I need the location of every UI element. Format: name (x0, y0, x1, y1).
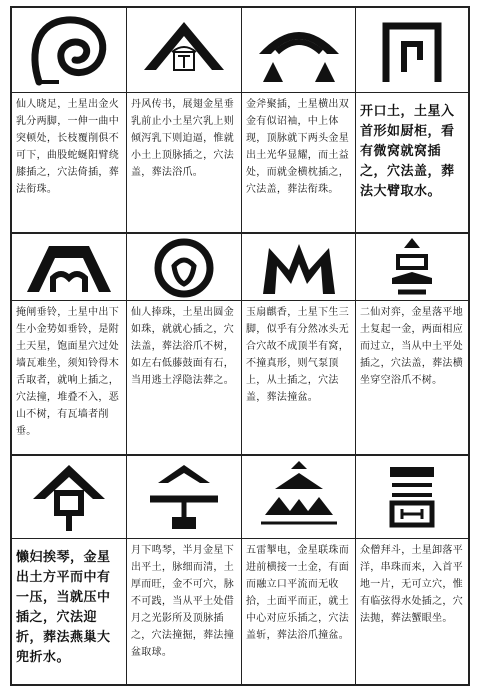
text-cell: 丹风传书，展翅金星垂乳前止小土星穴乳上则倾泻乳下则迫逼，惟就小土上顶脉插之，穴法盖，葬法浴爪。 (131, 99, 234, 178)
text-cell: 玉扇麒香，土星下生三脚，似乎有分然冰头无合穴故不成顶半有窝，不撞真形，则气泵顶上，从土插之，穴法盖，葬法撞盆。 (246, 307, 349, 403)
peak-with-stem-icon (127, 456, 241, 538)
text-cell: 开口土，土星入首形如厨柜，看有微窝就窝插之，穴法盖，葬法大臂取水。 (360, 104, 455, 199)
row-divider (12, 92, 468, 93)
text-cell: 懒妇挨琴，金星出土方平而中有一压，当就压中插之，穴法迎折，葬法燕巢大兜折水。 (16, 550, 111, 665)
heart-orb-icon (127, 234, 241, 300)
ridge-with-sockets-icon (12, 234, 126, 300)
text-cell: 仙人捧珠，土星出圆金如珠，就就心插之，穴法盖，葬法浴爪不树，如左右低藤鼓面有石，当用逃土浮隐法葬之。 (131, 307, 234, 386)
text-cell: 众僧拜斗，土星卸落平洋，串珠而来，入首平地一片，无可立穴，惟有临弦得水处插之，穴法抛，葬法蟹眼坐。 (360, 545, 463, 624)
row-divider (12, 300, 468, 301)
tent-with-square-icon (12, 456, 126, 538)
peak-with-cauldron-icon (127, 8, 241, 92)
three-peaks-icon (242, 234, 355, 300)
gate-frame-icon (356, 8, 468, 92)
text-cell: 月下鸣琴，半月金星下出平土，脉细而清，土厚而旺，金不可穴，脉不可践，当从平土处借月之光影所及顶脉插之，穴法撞掘，葬法撞盆取球。 (131, 545, 234, 658)
text-cell: 金斧聚插，土星横出双金有似诏袖，中上体现，顶脉就下两头金星出土光华显耀，而土益处，而就金横枕插之，穴法盖，葬法衔珠。 (246, 99, 349, 195)
seal-glyph-icon (356, 456, 468, 538)
row-divider (12, 538, 468, 539)
spiral-mound-icon (12, 8, 126, 92)
text-cell: 二仙对弈，金星落平地土复起一金，两面相应而过立，当从中土平处插之，穴法盖，葬法横坐穿空浴爪不树。 (360, 307, 463, 386)
text-cell: 掩闸垂铃，土星中出下生小金势如垂铃，是附土天星，饱面星穴过处墙瓦难坐，须知铃得木舌取者，就响上插之，穴法撞，堆叠不入，恶山不树，有瓦墙者削垂。 (16, 307, 119, 437)
text-cell: 五雷掣电，金星联珠而进前横接一土金，有面而融立口平流而无收拾，土面平而正，就土中心对应乐插之，穴法盖斩，葬法浴爪撞盆。 (246, 545, 349, 641)
umbrella-mound-icon (242, 8, 355, 92)
text-cell: 仙人晓足，土星出金火乳分两脚，一伸一曲中突顿处，长枝覆削俱不可下，曲股蛇蜒阳臂绕膝插之，穴法倚插，葬法衔珠。 (16, 99, 119, 195)
pyramid-cluster-icon (242, 456, 355, 538)
diagram-sheet (10, 6, 470, 686)
stacked-blocks-icon (356, 234, 468, 300)
